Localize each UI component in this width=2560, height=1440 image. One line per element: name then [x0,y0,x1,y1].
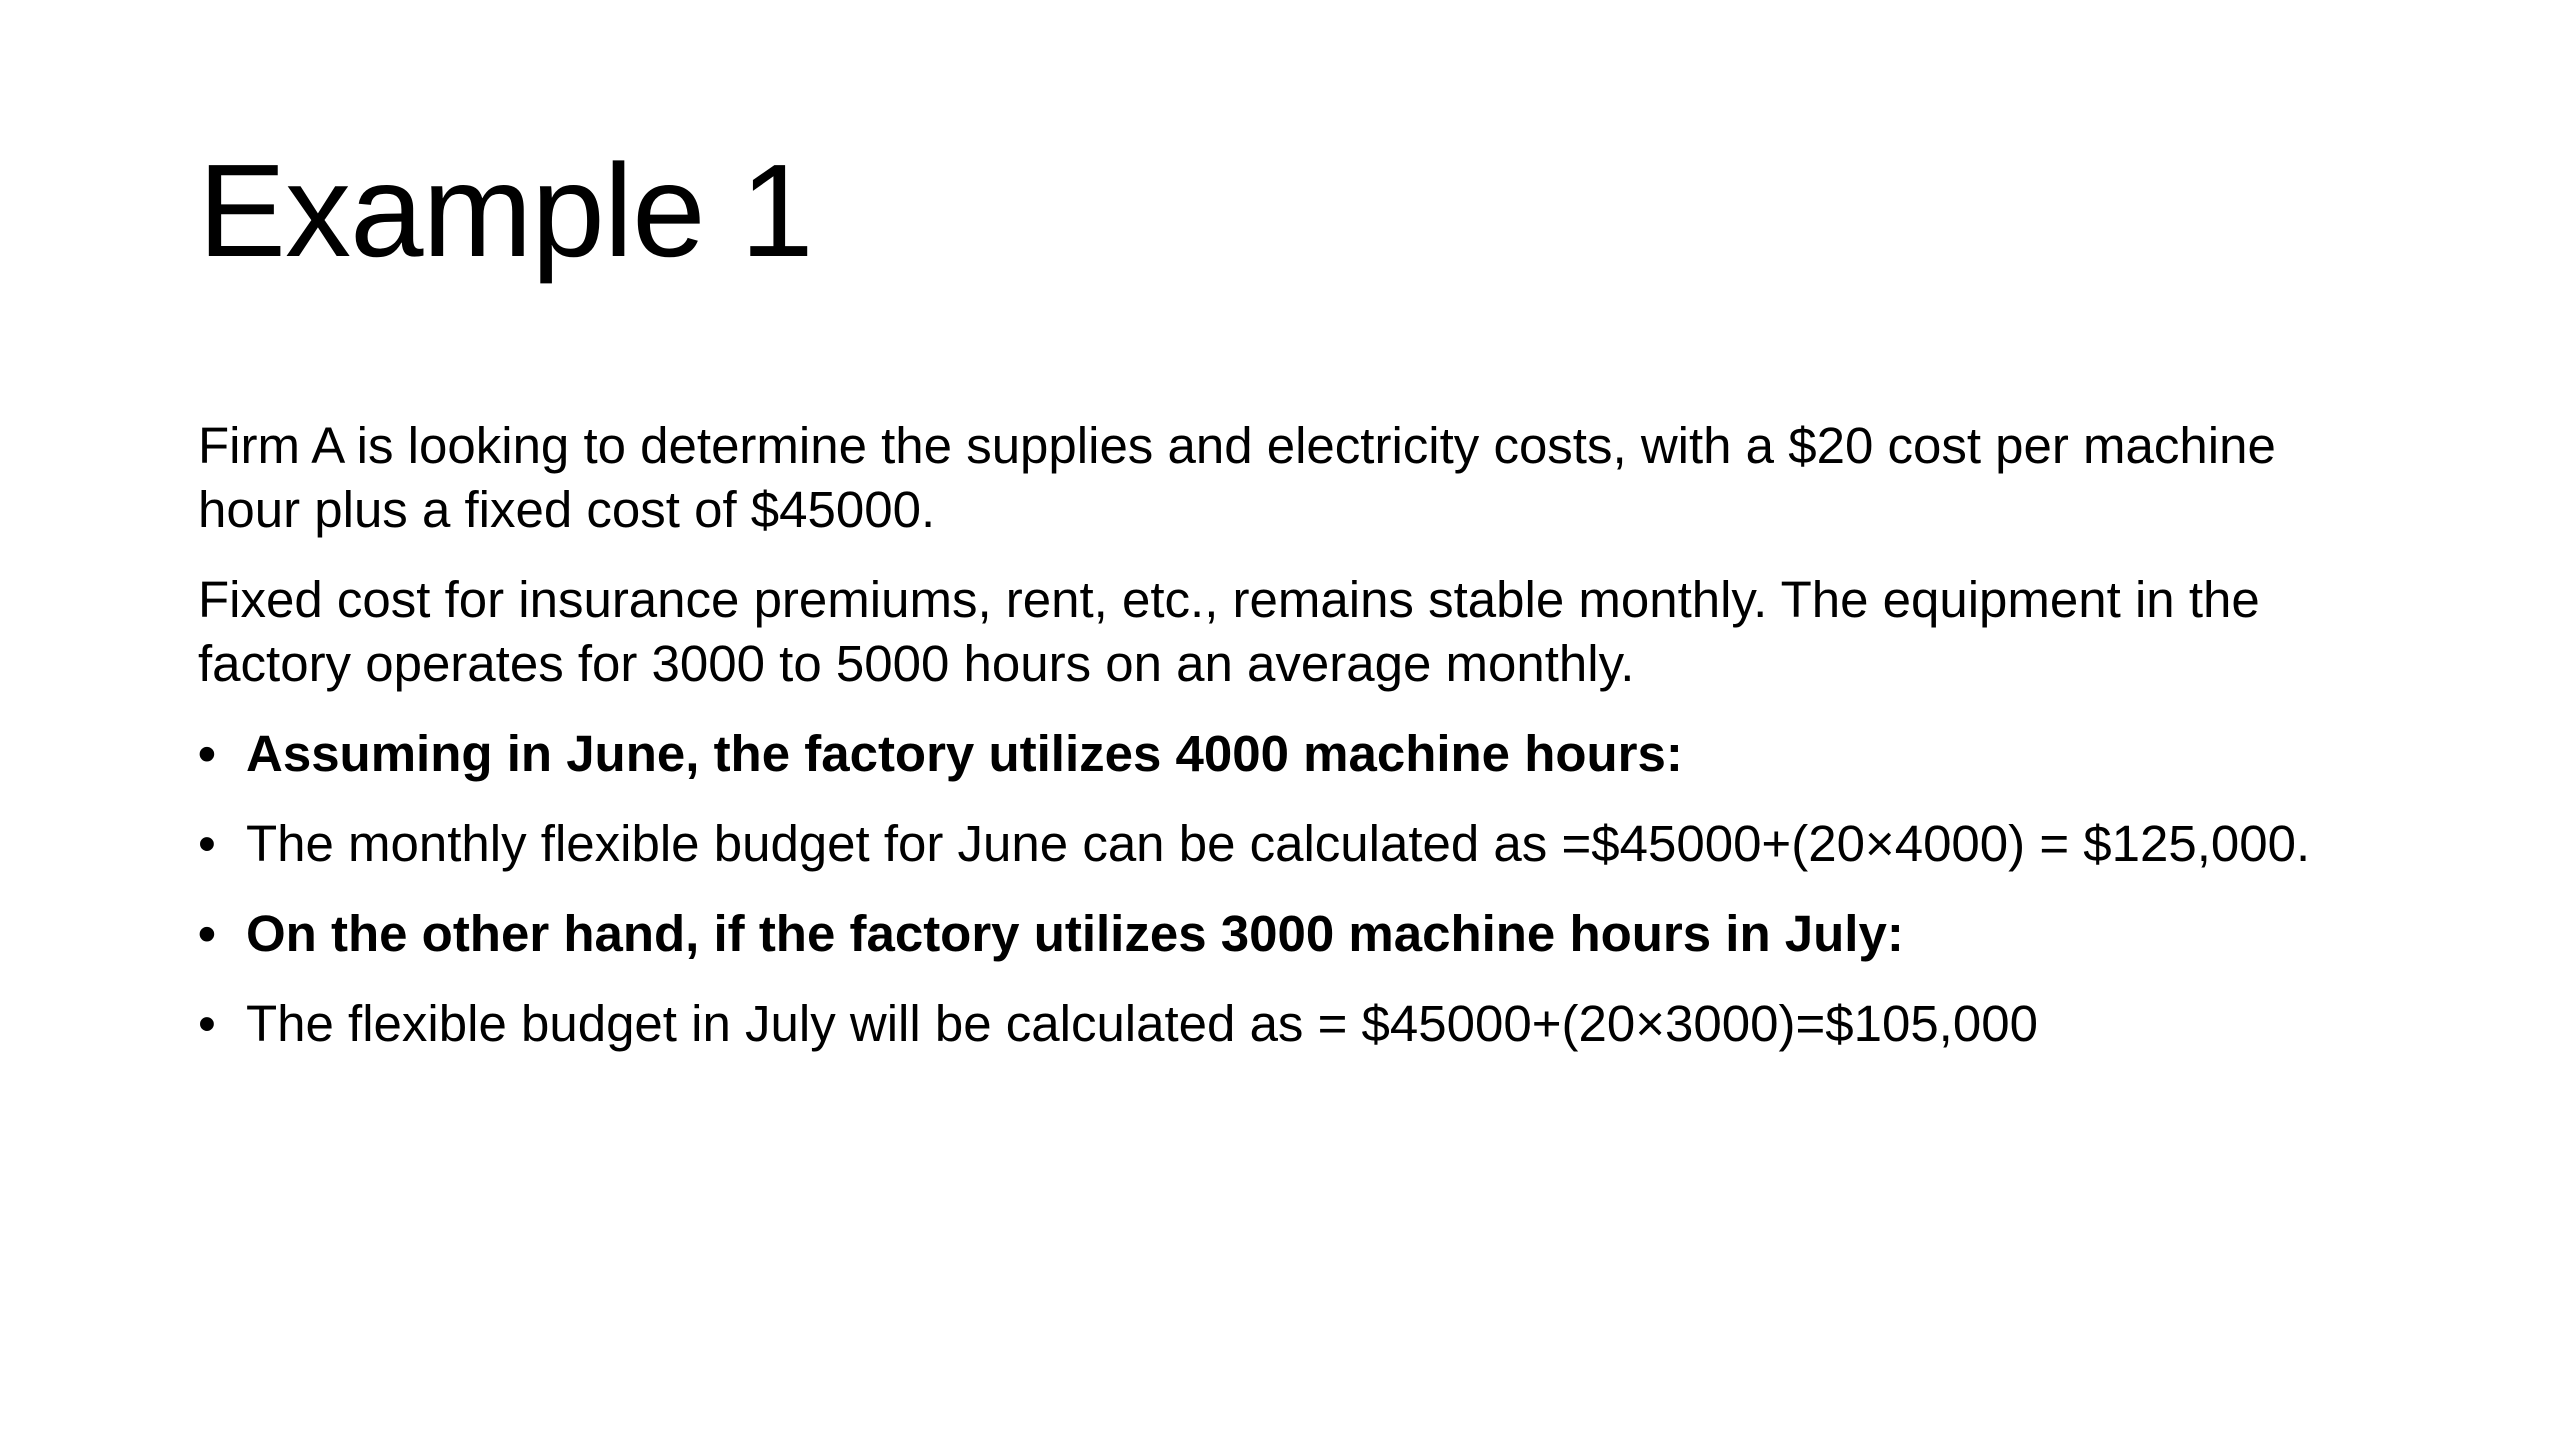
bullet-june-assumption [198,722,2338,786]
slide-body [198,414,2338,1082]
bullet-july-assumption [198,902,2338,966]
slide-title: Example 1 [198,137,813,284]
bullet-list [198,722,2338,1056]
bullet-dot-icon: • [198,995,216,1052]
bullet-july-budget [198,992,2338,1056]
bullet-june-budget [198,812,2338,876]
paragraph-firm-costs: Firm A is looking to determine the supplies and electricity costs, with a $20 cost per machine hour plus a fixed cost of $45000. [198,417,2276,538]
bullet-text: The flexible budget in July will be calculated as = $45000+(20×3000)=$105,000 [246,995,2038,1052]
bullet-dot-icon: • [198,725,216,782]
bullet-text: The monthly flexible budget for June can be calculated as =$45000+(20×4000) = $125,000. [246,815,2311,872]
bullet-dot-icon: • [198,905,216,962]
bullet-text: On the other hand, if the factory utilizes 3000 machine hours in July: [246,905,1904,962]
bullet-text: Assuming in June, the factory utilizes 4000 machine hours: [246,725,1683,782]
bullet-dot-icon: • [198,815,216,872]
paragraph-fixed-cost: Fixed cost for insurance premiums, rent, etc., remains stable monthly. The equipment in the factory operates for 3000 to 5000 hours on an average monthly. [198,571,2260,692]
